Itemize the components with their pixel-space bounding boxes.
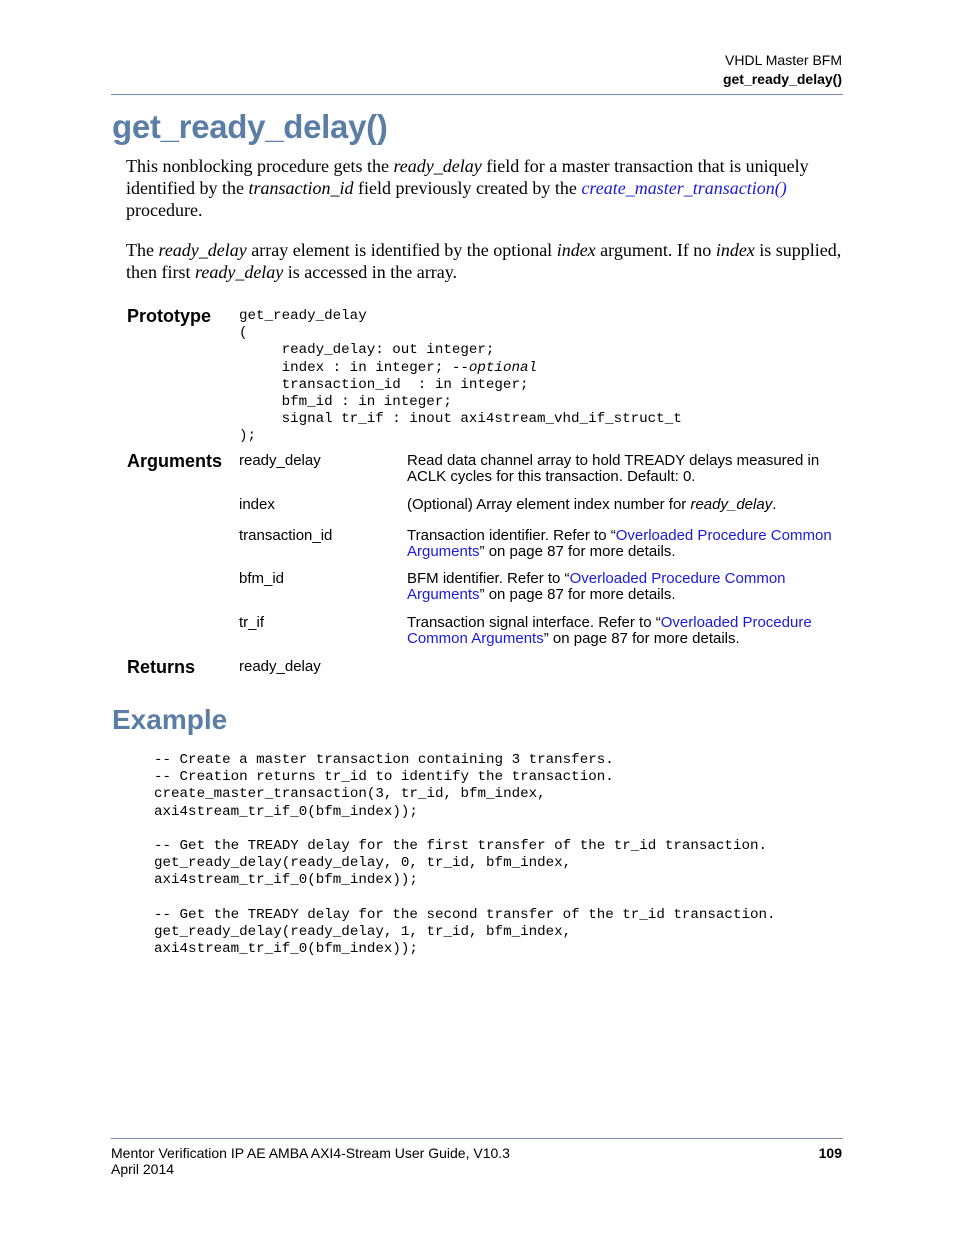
intro-paragraph-1: This nonblocking procedure gets the ready_delay field for a master transaction that is uniquely identified by the transaction_id field previously created by the create_master_transaction() procedure. bbox=[126, 156, 809, 220]
arguments-label: Arguments bbox=[127, 451, 223, 471]
example-heading: Example bbox=[112, 704, 228, 735]
footer-date: April 2014 bbox=[111, 1161, 175, 1177]
returns-value: ready_delay bbox=[239, 658, 321, 675]
footer-doc-info bbox=[111, 1145, 510, 1177]
arg-desc-transaction-id: Transaction identifier. Refer to “Overloaded Procedure Common Arguments” on page 87 for more details. bbox=[407, 527, 832, 560]
overloaded-procedure-link[interactable]: Overloaded Procedure Common Arguments bbox=[407, 614, 812, 647]
page-title: get_ready_delay() bbox=[112, 108, 388, 145]
arg-desc-bfm-id: BFM identifier. Refer to “Overloaded Procedure Common Arguments” on page 87 for more details. bbox=[407, 570, 786, 603]
footer-rule bbox=[111, 1138, 843, 1139]
example-code: -- Create a master transaction containing 3 transfers. -- Creation returns tr_id to identify the transaction. create_master_transaction(3, tr_id, bfm_index, axi4stream_tr_if_0(bfm_index)); -- Get the TREADY delay for the first transfer of the tr_id transaction. get_ready_delay(ready_delay, 0, tr_id, bfm_index, axi4stream_tr_if_0(bfm_index)); -- Get the TREADY delay for the second transfer of the tr_id transaction. get_ready_delay(ready_delay, 1, tr_id, bfm_index, axi4stream_tr_if_0(bfm_index)); bbox=[154, 752, 776, 958]
prototype-label: Prototype bbox=[127, 306, 212, 326]
arg-name-bfm-id: bfm_id bbox=[239, 570, 285, 587]
running-header-title: VHDL Master BFM bbox=[725, 52, 842, 68]
arg-desc-index: (Optional) Array element index number for ready_delay. bbox=[407, 496, 777, 513]
overloaded-procedure-link[interactable]: Overloaded Procedure Common Arguments bbox=[407, 527, 832, 560]
create-master-transaction-link[interactable]: create_master_transaction() bbox=[581, 178, 787, 198]
arg-name-transaction-id: transaction_id bbox=[239, 527, 333, 544]
header-rule bbox=[111, 94, 843, 95]
prototype-code: get_ready_delay ( ready_delay: out integer; index : in integer; --optional transaction_id : in integer; bfm_id : in integer; signal tr_if : inout axi4stream_vhd_if_struct_t ); bbox=[239, 308, 682, 445]
returns-label: Returns bbox=[127, 657, 196, 677]
arg-desc-ready-delay: Read data channel array to hold TREADY delays measured in ACLK cycles for this transaction. Default: 0. bbox=[407, 452, 820, 485]
footer-doc-title: Mentor Verification IP AE AMBA AXI4-Stream User Guide, V10.3 bbox=[111, 1145, 510, 1161]
arg-name-ready-delay: ready_delay bbox=[239, 452, 321, 469]
arg-name-tr-if: tr_if bbox=[239, 614, 265, 631]
overloaded-procedure-link[interactable]: Overloaded Procedure Common Arguments bbox=[407, 570, 786, 603]
running-header-subtitle: get_ready_delay() bbox=[722, 71, 842, 87]
intro-paragraph-2: The ready_delay array element is identified by the optional index argument. If no index is supplied, then first ready_delay is accessed in the array. bbox=[126, 240, 842, 282]
arg-name-index: index bbox=[239, 496, 275, 513]
page-number: 109 bbox=[818, 1145, 842, 1161]
arg-desc-tr-if: Transaction signal interface. Refer to “Overloaded Procedure Common Arguments” on page 87 for more details. bbox=[407, 614, 812, 647]
